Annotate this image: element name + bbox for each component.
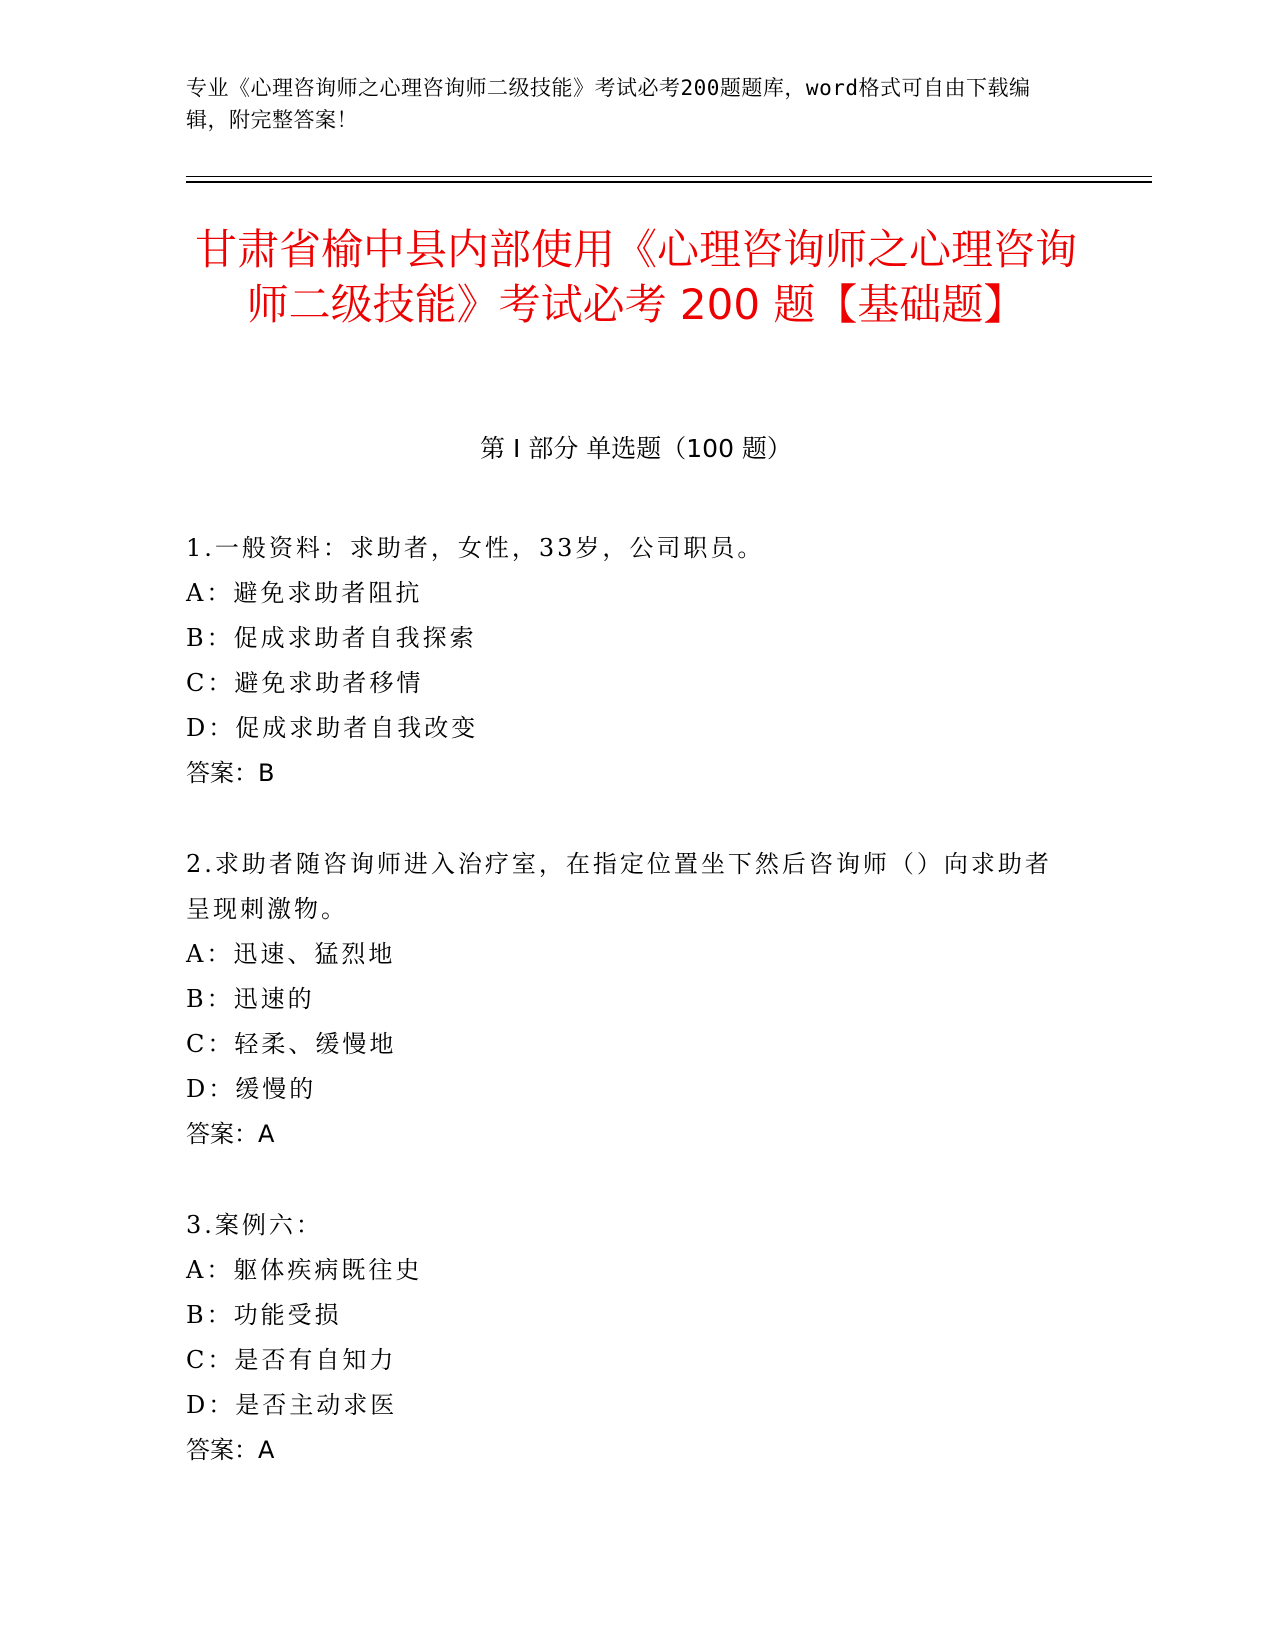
- header-divider-thick: [186, 181, 1152, 183]
- answer: 答案：A: [186, 1436, 275, 1464]
- option-b: B：迅速的: [186, 985, 315, 1013]
- question-3: [186, 1203, 1066, 1473]
- header-note: 专业《心理咨询师之心理咨询师二级技能》考试必考200题题库，word格式可自由下载编辑，附完整答案！: [186, 76, 1031, 132]
- option-c: C：是否有自知力: [186, 1346, 397, 1374]
- question-1: [186, 526, 1066, 796]
- question-stem: 1.一般资料：求助者，女性，33岁，公司职员。: [186, 534, 765, 562]
- option-a: A：避免求助者阻抗: [186, 579, 423, 607]
- question-list: [186, 526, 1066, 1519]
- option-a: A：迅速、猛烈地: [186, 940, 396, 968]
- option-c: C：避免求助者移情: [186, 669, 424, 697]
- question-stem: 3.案例六：: [186, 1211, 323, 1239]
- option-b: B：功能受损: [186, 1301, 342, 1329]
- document-title: 甘肃省榆中县内部使用《心理咨询师之心理咨询师二级技能》考试必考 200 题【基础题】: [194, 225, 1077, 329]
- question-2: [186, 842, 1066, 1157]
- option-d: D：是否主动求医: [186, 1391, 398, 1419]
- option-a: A：躯体疾病既往史: [186, 1256, 423, 1284]
- question-stem: 2.求助者随咨询师进入治疗室，在指定位置坐下然后咨询师（）向求助者呈现刺激物。: [186, 850, 1052, 923]
- option-d: D：促成求助者自我改变: [186, 714, 479, 742]
- option-c: C：轻柔、缓慢地: [186, 1030, 397, 1058]
- header-divider-thin: [186, 176, 1152, 177]
- answer: 答案：A: [186, 1120, 275, 1148]
- option-b: B：促成求助者自我探索: [186, 624, 477, 652]
- section-title: 第 I 部分 单选题（100 题）: [480, 434, 792, 463]
- answer: 答案：B: [186, 759, 275, 787]
- option-d: D：缓慢的: [186, 1075, 317, 1103]
